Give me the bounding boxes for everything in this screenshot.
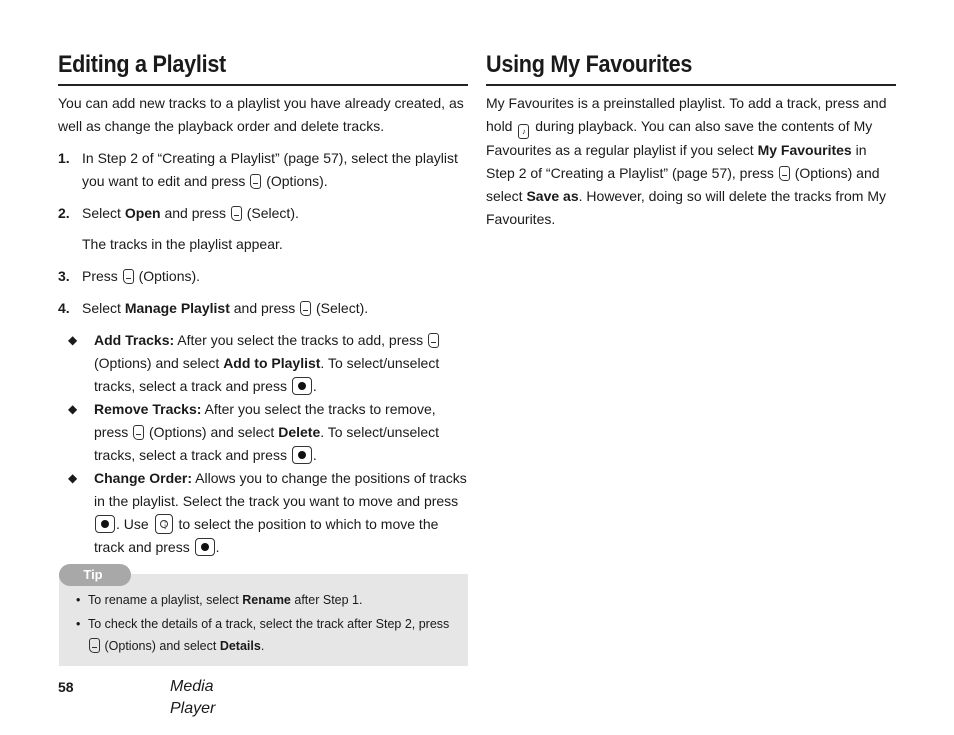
left-soft-key-icon xyxy=(779,166,790,181)
navigation-key-icon xyxy=(155,514,173,534)
page-footer xyxy=(58,676,216,717)
right-soft-key-icon xyxy=(231,206,242,221)
left-soft-key-icon xyxy=(133,425,144,440)
bullet-dot-icon: • xyxy=(76,593,81,607)
section-name: Media Player xyxy=(170,678,216,717)
tip-item: • To rename a playlist, select Rename after Step 1. xyxy=(76,589,461,611)
left-column xyxy=(58,50,468,559)
favourites-paragraph: My Favourites is a preinstalled playlist. To add a track, press and hold ♪ during playback. You can also save the contents of My Favourites as a regular playlist if you select My Favourites in Step 2 of “Creating a Playlist” (page 57), press (Options) and select Save as. However, doing so will delete the tracks from My Favourites. xyxy=(486,94,887,227)
step-2-result: The tracks in the playlist appear. xyxy=(82,235,283,252)
tip-item: • To check the details of a track, select the track after Step 2, press (Options) and select Details. xyxy=(76,613,461,657)
right-heading: Using My Favourites xyxy=(486,51,693,78)
step-1: 1. In Step 2 of “Creating a Playlist” (page 57), select the playlist you want to edit and press (Options). xyxy=(58,149,458,189)
tip-label: Tip xyxy=(59,564,131,586)
left-soft-key-icon xyxy=(89,638,100,653)
music-key-icon: ♪ xyxy=(518,124,529,139)
right-heading-rule xyxy=(486,84,896,86)
left-intro: You can add new tracks to a playlist you have already created, as well as change the playback order and delete tracks. xyxy=(58,94,464,134)
left-soft-key-icon xyxy=(250,174,261,189)
bullet-change-order: ◆ Change Order: Allows you to change the positions of tracks in the playlist. Select the track you want to move and press . Use ⋮ to select the position to which to move the track and press . xyxy=(58,467,468,559)
center-key-icon xyxy=(292,446,312,464)
tip-list xyxy=(76,589,461,659)
bullet-add-tracks: ◆ Add Tracks: After you select the tracks to add, press (Options) and select Add to Playlist. To select/unselect tracks, select a track and press . xyxy=(58,329,468,398)
right-column xyxy=(486,50,896,240)
diamond-bullet-icon: ◆ xyxy=(68,470,78,485)
center-key-icon xyxy=(292,377,312,395)
left-soft-key-icon xyxy=(123,269,134,284)
step-4: 4. Select Manage Playlist and press (Select). xyxy=(58,299,369,316)
page-number: 58 xyxy=(58,679,74,695)
left-heading-rule xyxy=(58,84,468,86)
bullet-remove-tracks: ◆ Remove Tracks: After you select the tracks to remove, press (Options) and select Delete. To select/unselect tracks, select a track and press . xyxy=(58,398,468,467)
step-2: 2. Select Open and press (Select). The tracks in the playlist appear. xyxy=(58,202,468,256)
diamond-bullet-icon: ◆ xyxy=(68,332,78,347)
step-3: 3. Press (Options). xyxy=(58,267,201,284)
left-heading: Editing a Playlist xyxy=(58,51,226,78)
diamond-bullet-icon: ◆ xyxy=(68,401,78,416)
center-key-icon xyxy=(95,515,115,533)
left-soft-key-icon xyxy=(428,333,439,348)
right-soft-key-icon xyxy=(300,301,311,316)
bullet-dot-icon: • xyxy=(76,617,81,631)
center-key-icon xyxy=(195,538,215,556)
